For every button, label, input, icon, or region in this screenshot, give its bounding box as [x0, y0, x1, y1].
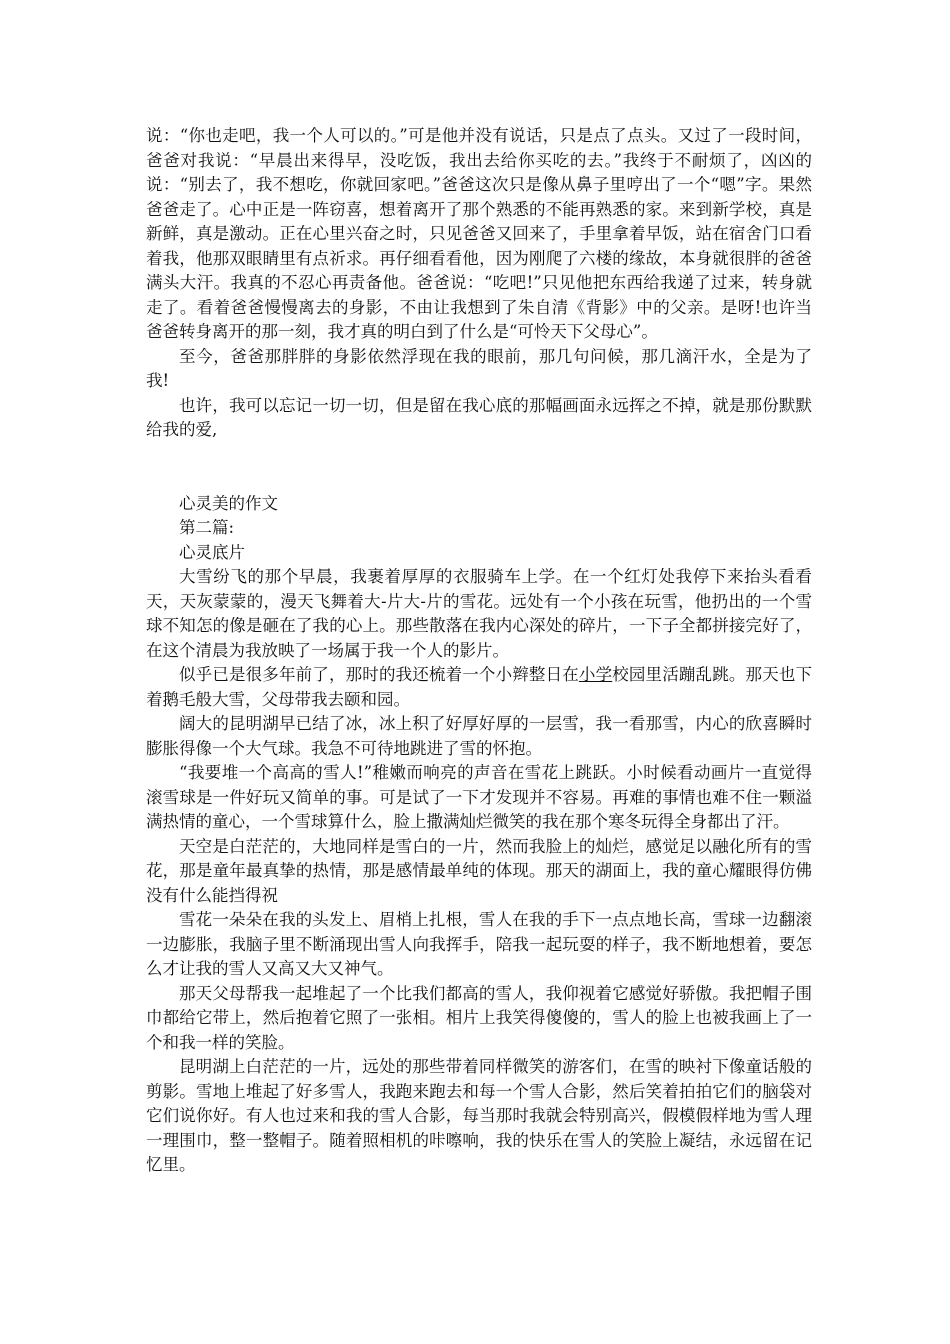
document-body	[146, 124, 812, 1178]
paragraph: 那天父母帮我一起堆起了一个比我们都高的雪人，我仰视着它感觉好骄傲。我把帽子围巾都给它带上，然后抱着它照了一张相。相片上我笑得傻傻的，雪人的脸上也被我画上了一个和我一样的笑脸。	[146, 983, 812, 1052]
paragraph: 阔大的昆明湖早已结了冰，冰上积了好厚好厚的一层雪，我一看那雪，内心的欣喜瞬时膨胀得像一个大气球。我急不可待地跳进了雪的怀抱。	[146, 714, 812, 758]
primary-school-link[interactable]: 小学	[578, 665, 613, 684]
section-spacer	[146, 443, 812, 492]
paragraph-continuation: 说：“你也走吧，我一个人可以的。”可是他并没有说话，只是点了点头。又过了一段时间，爸爸对我说：“早晨出来得早，没吃饭，我出去给你买吃的去。”我终于不耐烦了，凶凶的说：“别去了，我不想吃，你就回家吧。”爸爸这次只是像从鼻子里哼出了一个“嗯”字。果然爸爸走了。心中正是一阵窃喜，想着离开了那个熟悉的不能再熟悉的家。来到新学校，真是新鲜，真是激动。正在心里兴奋之时，只见爸爸又回来了，手里拿着早饭，站在宿舍门口看着我，他那双眼睛里有点祈求。再仔细看看他，因为刚爬了六楼的缘故，本身就很胖的爸爸满头大汗。我真的不忍心再责备他。爸爸说：“吃吧!”只见他把东西给我递了过来，转身就走了。看着爸爸慢慢离去的身影，不由让我想到了朱自清《背影》中的父亲。是呀!也许当爸爸转身离开的那一刻，我才真的明白到了什么是“可怜天下父母心”。	[146, 126, 812, 341]
paragraph: “我要堆一个高高的雪人!”稚嫩而响亮的声音在雪花上跳跃。小时候看动画片一直觉得滚雪球是一件好玩又简单的事。可是试了一下才发现并不容易。再难的事情也难不住一颗溢满热情的童心，一个雪球算什么，脸上撒满灿烂微笑的我在那个寒冬玩得全身都出了汗。	[146, 763, 812, 831]
paragraph: 至今，爸爸那胖胖的身影依然浮现在我的眼前，那几句问候，那几滴汗水，全是为了我!	[146, 346, 812, 390]
paragraph: 大雪纷飞的那个早晨，我裹着厚厚的衣服骑车上学。在一个红灯处我停下来抬头看看天，天灰蒙蒙的，漫天飞舞着大-片大-片的雪花。远处有一个小孩在玩雪，他扔出的一个雪球不知怎的像是砸在了我的心上。那些散落在我内心深处的碎片，一下子全都拼接完好了，在这个清晨为我放映了一场属于我一个人的影片。	[146, 567, 812, 660]
paragraph: 也许，我可以忘记一切一切，但是留在我心底的那幅画面永远挥之不掉，就是那份默默给我的爱,	[146, 395, 812, 439]
chapter-label: 第二篇:	[179, 518, 235, 537]
section-title: 心灵美的作文	[179, 493, 278, 513]
paragraph: 昆明湖上白茫茫的一片，远处的那些带着同样微笑的游客们，在雪的映衬下像童话般的剪影。雪地上堆起了好多雪人，我跑来跑去和每一个雪人合影，然后笑着拍拍它们的脑袋对它们说你好。有人也过来和我的雪人合影，每当那时我就会特别高兴，假模假样地为雪人理一理围巾，整一整帽子。随着照相机的咔嚓响，我的快乐在雪人的笑脸上凝结，永远留在记忆里。	[146, 1057, 812, 1174]
paragraph: 天空是白茫茫的，大地同样是雪白的一片，然而我脸上的灿烂，感觉足以融化所有的雪花，那是童年最真挚的热情，那是感情最单纯的体现。那天的湖面上，我的童心耀眼得仿佛没有什么能挡得祝	[146, 836, 812, 905]
paragraph-text: 似乎已是很多年前了，那时的我还梳着一个小辫整日在	[179, 665, 579, 684]
paragraph-text: 校园里活蹦乱跳。那天也下着鹅毛般大雪，父母带我去颐和园。	[146, 665, 813, 709]
chapter-title: 心灵底片	[179, 542, 245, 562]
paragraph: 雪花一朵朵在我的头发上、眉梢上扎根，雪人在我的手下一点点地长高，雪球一边翻滚一边膨胀，我脑子里不断涌现出雪人向我挥手，陪我一起玩耍的样子，我不断地想着，要怎么才让我的雪人又高又大又神气。	[146, 910, 812, 978]
paragraph	[146, 663, 812, 712]
